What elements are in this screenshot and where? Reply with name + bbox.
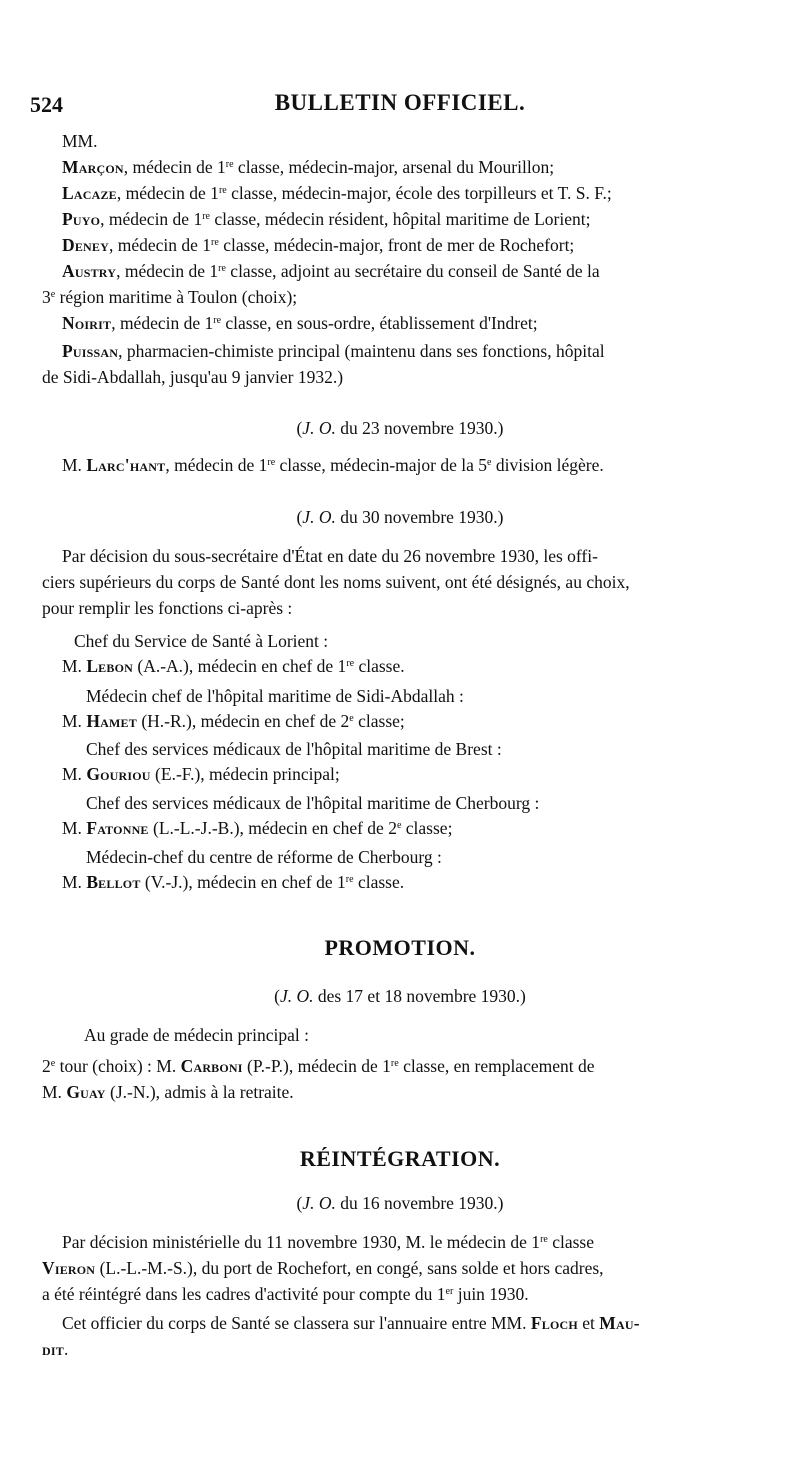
person-name: Noirit: [62, 313, 112, 333]
entry-text: M.: [62, 818, 87, 838]
entry-text: , médecin de 1: [111, 313, 214, 333]
posting-role: Chef des services médicaux de l'hôpital maritime de Brest :: [86, 739, 502, 759]
person-name: Lebon: [86, 656, 133, 676]
paren: (: [296, 418, 303, 438]
superscript: re: [211, 237, 219, 248]
journal-reference: [0, 986, 800, 1007]
posting-role: Médecin chef de l'hôpital maritime de Sidi-Abdallah :: [86, 686, 464, 706]
superscript: re: [218, 263, 226, 274]
entry-text: classe, adjoint au secrétaire du conseil de Santé de la: [225, 261, 600, 281]
entry-line: [42, 1081, 294, 1103]
person-name: Puissan: [62, 341, 119, 361]
mm-label: MM.: [62, 131, 98, 151]
person-name: Puyo: [62, 209, 101, 229]
entry-text: , médecin de 1: [100, 209, 203, 229]
paren: (: [296, 507, 303, 527]
superscript: er: [445, 1286, 454, 1297]
entry-text: juin 1930.: [453, 1284, 529, 1304]
entry-text: classe, en remplacement de: [398, 1056, 595, 1076]
entry-text: classe, médecin-major, front de mer de Rochefort;: [218, 235, 575, 255]
entry-line: [62, 312, 538, 334]
entry-text: (L.-L.-M.-S.), du port de Rochefort, en congé, sans solde et hors cadres,: [95, 1258, 604, 1278]
person-name: Deney: [62, 235, 109, 255]
entry-text: .: [63, 1339, 69, 1359]
journal-date: du 30 novembre 1930.): [335, 507, 504, 527]
journal-source: J. O.: [302, 418, 336, 438]
journal-date: du 23 novembre 1930.): [335, 418, 504, 438]
posting-person: [62, 871, 404, 893]
person-name: Fatonne: [86, 818, 149, 838]
superscript: re: [346, 658, 355, 669]
person-name: Guay: [66, 1082, 106, 1102]
entry-text: M.: [62, 455, 87, 475]
person-name: Hamet: [86, 711, 137, 731]
entry-text: , médecin de 1: [116, 261, 219, 281]
posting-person: [62, 710, 405, 732]
entry-text: M.: [62, 764, 87, 784]
entry-text: (J.-N.), admis à la retraite.: [105, 1082, 294, 1102]
superscript: re: [390, 1058, 399, 1069]
entry-text: , pharmacien-chimiste principal (maintenu dans ses fonctions, hôpital: [118, 341, 605, 361]
entry-text: classe, médecin-major de la 5: [275, 455, 488, 475]
entry-text: classe;: [353, 711, 405, 731]
superscript: re: [218, 185, 227, 196]
journal-reference: [0, 507, 800, 528]
paragraph-line: [42, 1283, 529, 1305]
entry-text: M.: [42, 1082, 67, 1102]
posting-person: [62, 655, 405, 677]
page-title: BULLETIN OFFICIEL.: [274, 90, 526, 115]
posting-role: Chef des services médicaux de l'hôpital maritime de Cherbourg :: [86, 793, 540, 813]
paragraph-line: [42, 1338, 68, 1360]
entry-text: M.: [62, 872, 87, 892]
paragraph-line: [62, 1231, 594, 1253]
entry-text: M.: [62, 656, 87, 676]
entry-text: et: [577, 1313, 600, 1333]
paragraph-line: Par décision du sous-secrétaire d'État en date du 26 novembre 1930, les offi-: [62, 546, 598, 566]
entry-line: [42, 286, 297, 308]
paren: (: [274, 986, 280, 1006]
entry-text: division légère.: [491, 455, 604, 475]
entry-text: 3: [42, 287, 51, 307]
section-heading-reintegration: RÉINTÉGRATION.: [299, 1146, 501, 1171]
entry-text: (H.-R.), médecin en chef de 2: [136, 711, 350, 731]
entry-text: a été réintégré dans les cadres d'activité pour compte du 1: [42, 1284, 446, 1304]
superscript: e: [50, 289, 56, 300]
entry-text: Cet officier du corps de Santé se classera sur l'annuaire entre MM.: [62, 1313, 531, 1333]
person-name: dit: [42, 1339, 64, 1359]
entry-text: classe;: [401, 818, 453, 838]
person-name: Gouriou: [86, 764, 151, 784]
superscript: re: [213, 315, 222, 326]
entry-text: (A.-A.), médecin en chef de 1: [133, 656, 347, 676]
entry-text: classe: [547, 1232, 595, 1252]
superscript: e: [50, 1058, 56, 1069]
journal-date: des 17 et 18 novembre 1930.): [313, 986, 526, 1006]
paragraph-line: pour remplir les fonctions ci-après :: [42, 598, 293, 618]
superscript: re: [345, 874, 354, 885]
person-name: Larc'hant: [86, 455, 166, 475]
entry-text: (V.-J.), médecin en chef de 1: [140, 872, 346, 892]
entry-text: M.: [62, 711, 87, 731]
entry-text: classe.: [353, 872, 405, 892]
entry-line: [62, 454, 604, 476]
person-name: Lacaze: [62, 183, 117, 203]
grade-line: Au grade de médecin principal :: [84, 1025, 309, 1045]
person-name: Bellot: [86, 872, 141, 892]
posting-role: Chef du Service de Santé à Lorient :: [74, 631, 329, 651]
entry-text: (P.-P.), médecin de 1: [242, 1056, 391, 1076]
paragraph-line: ciers supérieurs du corps de Santé dont les noms suivent, ont été désignés, au choix,: [42, 572, 630, 592]
entry-line: [62, 208, 590, 230]
superscript: e: [487, 457, 492, 468]
journal-date: du 16 novembre 1930.): [335, 1193, 504, 1213]
entry-text: , médecin de 1: [165, 455, 268, 475]
entry-text: région maritime à Toulon (choix);: [55, 287, 298, 307]
superscript: re: [540, 1234, 548, 1245]
superscript: re: [202, 211, 210, 222]
superscript: re: [225, 159, 234, 170]
section-heading-promotion: PROMOTION.: [324, 935, 476, 960]
entry-text: tour (choix) : M.: [55, 1056, 181, 1076]
entry-line: [42, 1055, 595, 1077]
person-name: Austry: [62, 261, 117, 281]
entry-line: [62, 234, 574, 256]
entry-text: Par décision ministérielle du 11 novembre 1930, M. le médecin de 1: [62, 1232, 541, 1252]
posting-person: [62, 817, 452, 839]
person-name: Mau-: [599, 1313, 640, 1333]
entry-line: [42, 366, 343, 388]
entry-text: classe.: [354, 656, 405, 676]
entry-text: , médecin de 1: [108, 235, 212, 255]
journal-source: J. O.: [302, 507, 336, 527]
paragraph-line: [62, 1312, 640, 1334]
page-number: 524: [30, 92, 63, 117]
entry-text: classe, médecin-major, arsenal du Mourillon;: [233, 157, 555, 177]
entry-line: [62, 340, 605, 362]
posting-role: Médecin-chef du centre de réforme de Cherbourg :: [86, 847, 442, 867]
entry-line: [62, 182, 612, 204]
person-name: Carboni: [180, 1056, 243, 1076]
entry-text: , médecin de 1: [123, 157, 226, 177]
person-name: Floch: [530, 1313, 578, 1333]
entry-text: 2: [42, 1056, 51, 1076]
entry-text: classe, médecin résident, hôpital maritime de Lorient;: [209, 209, 591, 229]
journal-source: J. O.: [302, 1193, 336, 1213]
journal-reference: [0, 1193, 800, 1214]
posting-person: [62, 763, 340, 785]
superscript: re: [267, 457, 276, 468]
entry-line: [62, 156, 554, 178]
entry-text: classe, médecin-major, école des torpilleurs et T. S. F.;: [226, 183, 612, 203]
paragraph-line: [42, 1257, 604, 1279]
entry-text: classe, en sous-ordre, établissement d'Indret;: [221, 313, 538, 333]
entry-text: de Sidi-Abdallah, jusqu'au 9 janvier 1932.): [42, 367, 344, 387]
journal-reference: [0, 418, 800, 439]
person-name: Vieron: [42, 1258, 96, 1278]
superscript: e: [349, 713, 354, 724]
paren: (: [296, 1193, 303, 1213]
superscript: e: [396, 820, 402, 831]
entry-line: [62, 260, 600, 282]
entry-text: , médecin de 1: [116, 183, 219, 203]
journal-source: J. O.: [279, 986, 314, 1006]
entry-text: (L.-L.-J.-B.), médecin en chef de 2: [148, 818, 397, 838]
entry-text: (E.-F.), médecin principal;: [150, 764, 340, 784]
person-name: Marçon: [62, 157, 124, 177]
